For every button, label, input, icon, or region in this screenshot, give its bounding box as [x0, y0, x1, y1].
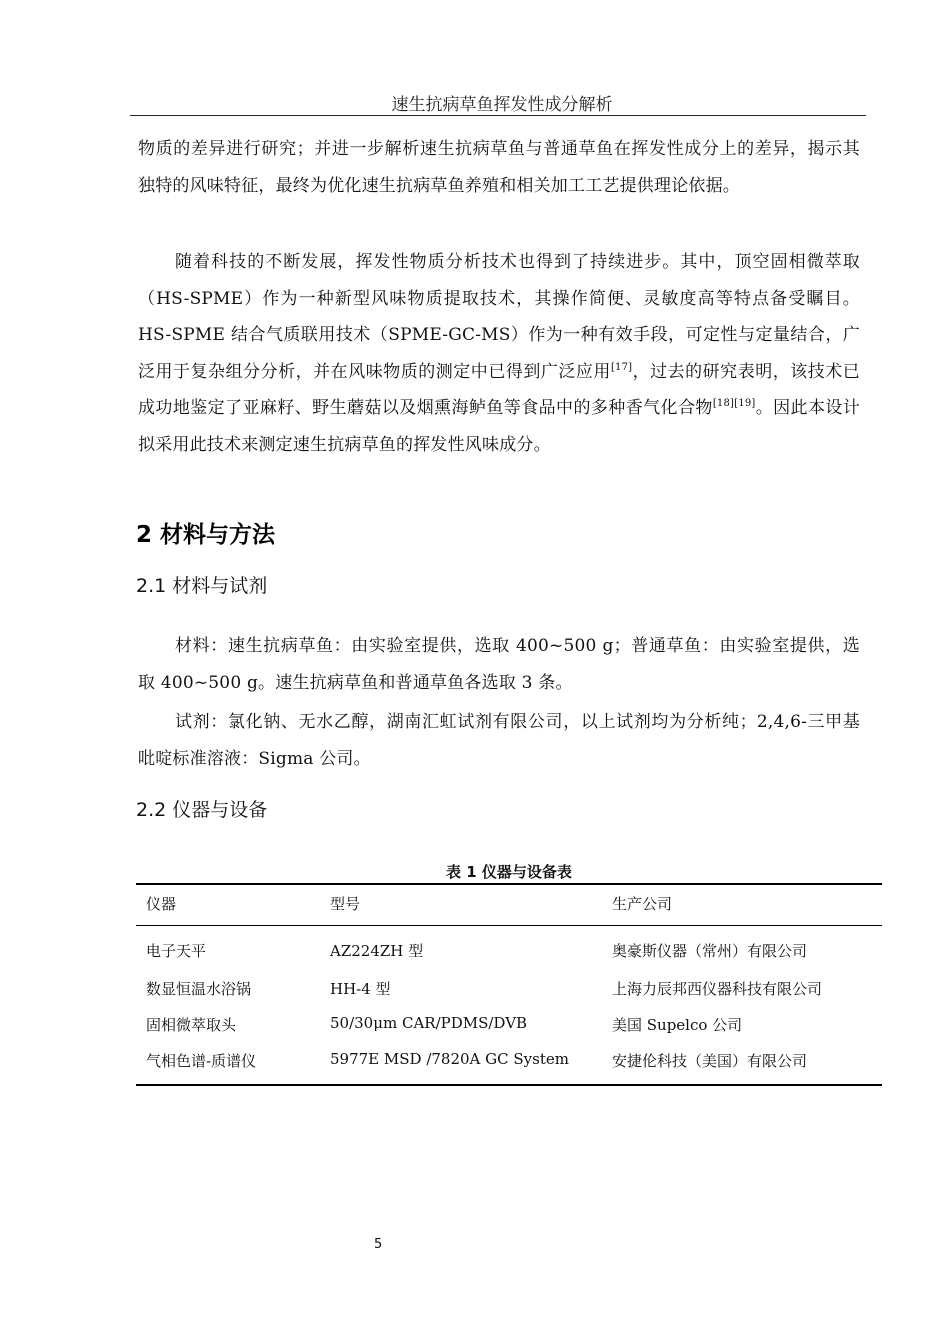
paragraph-text: ，过去的研究表明，该技术已成功地鉴定了亚麻籽、野生蘑菇以及烟熏海鲈鱼等食品中的多种香气化合物: [138, 361, 860, 418]
table-row: [136, 926, 882, 970]
equipment-table: [136, 883, 882, 1086]
intro-paragraph-1: 物质的差异进行研究；并进一步解析速生抗病草鱼与普通草鱼在挥发性成分上的差异，揭示其独特的风味特征，最终为优化速生抗病草鱼养殖和相关加工工艺提供理论依据。: [138, 139, 860, 196]
table-cell: 上海力辰邦西仪器科技有限公司: [612, 980, 823, 998]
citation-18-19: [18][19]: [712, 398, 756, 409]
table-cell: 美国 Supelco 公司: [612, 1016, 743, 1034]
table-cell: 安捷伦科技（美国）有限公司: [612, 1052, 808, 1070]
paragraph-text: 随着科技的不断发展，挥发性物质分析技术也得到了持续进步。其中，顶空固相微萃取（HS-SPME）作为一种新型风味物质提取技术，其操作简便、灵敏度高等特点备受瞩目。HS-SPME 结合气质联用技术（SPME-GC-MS）作为一种有效手段，可定性与定量结合，广泛用于复杂组分分析，并在风味物质的测定中已得到广泛应用: [138, 252, 860, 382]
table-cell: 奥豪斯仪器（常州）有限公司: [612, 942, 808, 960]
section-2-heading: 2 材料与方法: [136, 522, 276, 548]
table-row: [136, 1042, 882, 1084]
table-row: [136, 970, 882, 1006]
page-number: 5: [374, 1237, 383, 1252]
intro-paragraph-2: [138, 244, 860, 463]
table-cell: 气相色谱-质谱仪: [146, 1052, 257, 1070]
table-header-row: [136, 885, 882, 926]
header-cell-model: 型号: [330, 895, 361, 913]
materials-paragraph: 材料：速生抗病草鱼：由实验室提供，选取 400~500 g；普通草鱼：由实验室提供，选取 400~500 g。速生抗病草鱼和普通草鱼各选取 3 条。: [138, 636, 860, 693]
header-rule: [130, 115, 866, 116]
table-row: [136, 1006, 882, 1042]
citation-17: [17]: [610, 361, 633, 373]
table-cell: HH-4 型: [330, 980, 391, 998]
page-header-title: 速生抗病草鱼挥发性成分解析: [391, 95, 613, 115]
reagents-paragraph: 试剂：氯化钠、无水乙醇，湖南汇虹试剂有限公司，以上试剂均为分析纯；2,4,6-三甲基吡啶标准溶液：Sigma 公司。: [138, 712, 860, 769]
table-cell: 50/30μm CAR/PDMS/DVB: [330, 1014, 528, 1032]
table-cell: AZ224ZH 型: [330, 942, 424, 960]
table-cell: 5977E MSD /7820A GC System: [330, 1050, 569, 1068]
table-cell: 电子天平: [146, 942, 207, 960]
table-cell: 数显恒温水浴锅: [146, 980, 252, 998]
table-cell: 固相微萃取头: [146, 1016, 237, 1034]
header-cell-manufacturer: 生产公司: [612, 895, 673, 913]
header-cell-instrument: 仪器: [146, 895, 177, 913]
paragraph-text: 。因此本设计拟采用此技术来测定速生抗病草鱼的挥发性风味成分。: [138, 398, 860, 455]
table-caption: 表 1 仪器与设备表: [446, 863, 572, 881]
section-2-1-heading: 2.1 材料与试剂: [136, 575, 268, 597]
section-2-2-heading: 2.2 仪器与设备: [136, 799, 268, 821]
